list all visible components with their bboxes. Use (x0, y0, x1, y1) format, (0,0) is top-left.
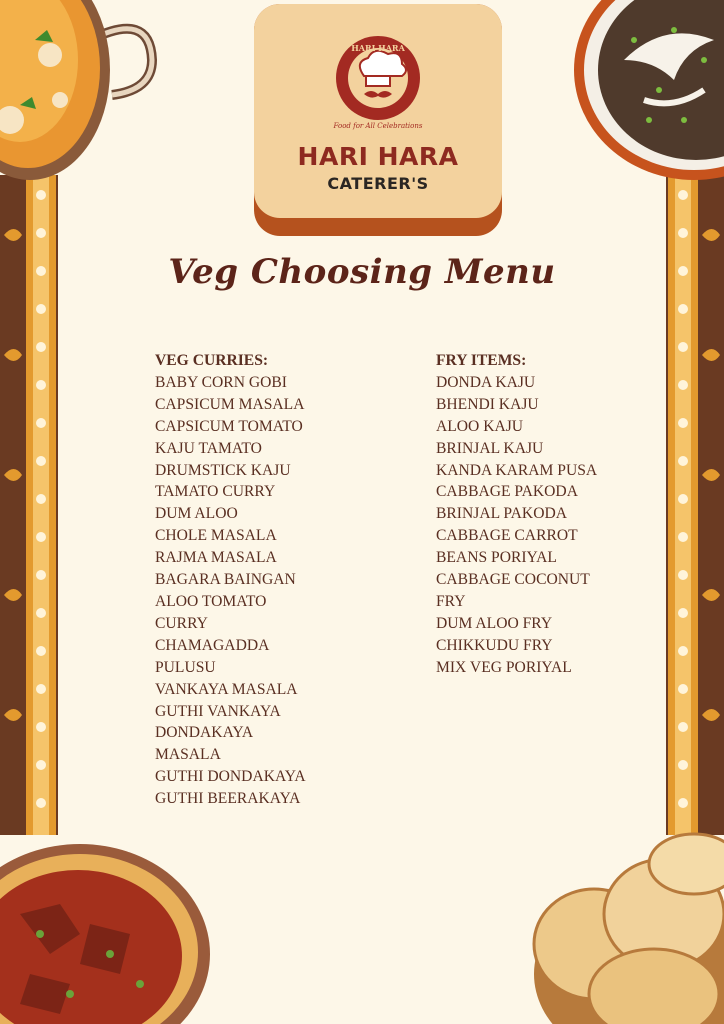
list-item: CAPSICUM MASALA (155, 395, 305, 413)
list-item: BABY CORN GOBI (155, 373, 287, 391)
list-item: DONDAKAYA (155, 724, 254, 742)
list-item: BRINJAL PAKODA (436, 505, 567, 523)
list-item: ALOO KAJU (436, 417, 524, 435)
list-item: GUTHI VANKAYA (155, 702, 281, 720)
veg-curries-heading: VEG CURRIES: (155, 352, 269, 369)
list-item: CURRY (155, 614, 208, 632)
curry-pot-illustration (0, 0, 160, 185)
red-curry-bowl-illustration (0, 834, 210, 1024)
logo-card-face (254, 4, 502, 218)
list-item: CHOLE MASALA (155, 527, 277, 545)
list-item: GUTHI DONDAKAYA (155, 768, 306, 786)
veg-curries-column (155, 350, 355, 810)
logo-arc-text: HARI HARA (351, 43, 405, 53)
list-item: CABBAGE COCONUT (436, 571, 590, 589)
list-item: BHENDI KAJU (436, 395, 539, 413)
chef-hat-logo-icon (332, 34, 424, 134)
list-item: MASALA (155, 746, 221, 764)
fry-items-column (436, 350, 636, 679)
list-item: DUM ALOO FRY (436, 614, 553, 632)
list-item: CABBAGE PAKODA (436, 483, 578, 501)
page-title: Veg Choosing Menu (168, 252, 556, 292)
list-item: DONDA KAJU (436, 373, 536, 391)
list-item: CAPSICUM TOMATO (155, 417, 303, 435)
list-item: PULUSU (155, 658, 216, 676)
list-item: KANDA KARAM PUSA (436, 461, 598, 479)
list-item: CHAMAGADDA (155, 636, 270, 654)
puri-bread-illustration (524, 824, 724, 1024)
list-item: VANKAYA MASALA (155, 680, 298, 698)
list-item: ALOO TOMATO (155, 592, 267, 610)
list-item: GUTHI BEERAKAYA (155, 790, 301, 808)
list-item: CABBAGE CARROT (436, 527, 578, 545)
list-item: DUM ALOO (155, 505, 238, 523)
list-item: RAJMA MASALA (155, 549, 277, 567)
brand-subtitle: CATERER'S (327, 174, 429, 193)
list-item: TAMATO CURRY (155, 483, 276, 501)
logo-card (254, 4, 502, 236)
list-item: CHIKKUDU FRY (436, 636, 553, 654)
list-item: KAJU TAMATO (155, 439, 262, 457)
fry-items-heading: FRY ITEMS: (436, 352, 527, 369)
list-item: MIX VEG PORIYAL (436, 658, 572, 676)
brand-name: HARI HARA (297, 142, 459, 171)
list-item: FRY (436, 592, 466, 610)
list-item: DRUMSTICK KAJU (155, 461, 291, 479)
list-item: BAGARA BAINGAN (155, 571, 296, 589)
logo-tagline: Food for All Celebrations (333, 122, 423, 130)
list-item: BRINJAL KAJU (436, 439, 544, 457)
dal-bowl-illustration (564, 0, 724, 195)
list-item: BEANS PORIYAL (436, 549, 557, 567)
